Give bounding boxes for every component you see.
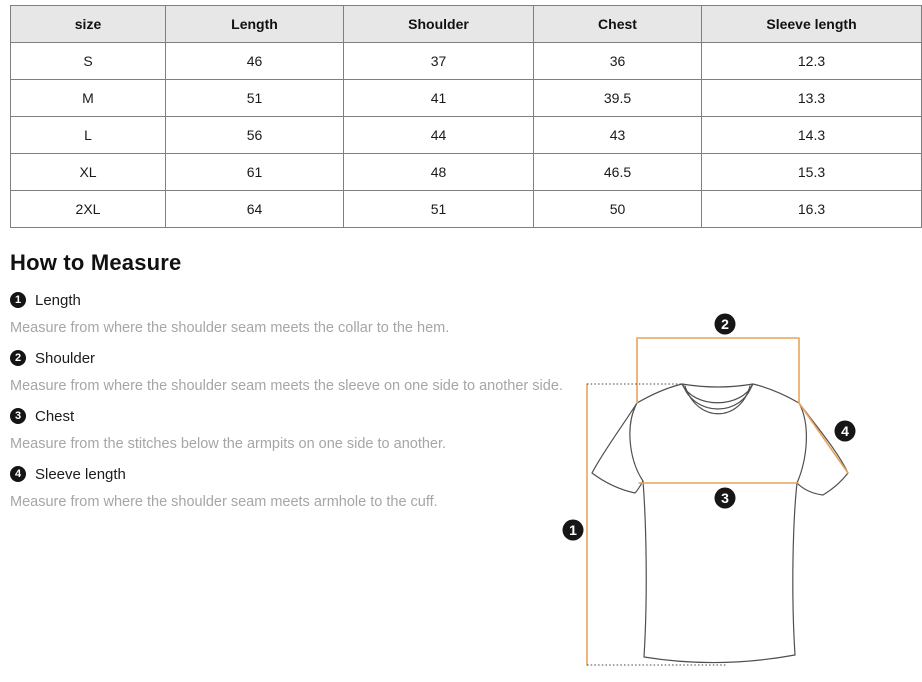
measure-description: Measure from the stitches below the armpits on one side to another. [10, 436, 447, 452]
table-cell: L [11, 117, 166, 154]
step-4-badge-icon: 4 [10, 466, 26, 482]
badge-4-icon [835, 421, 856, 442]
table-cell: 64 [166, 191, 344, 228]
table-cell: 36 [534, 43, 702, 80]
table-row-l [11, 117, 922, 154]
tshirt-measurement-diagram [555, 300, 922, 682]
table-cell: 37 [344, 43, 534, 80]
table-cell: 61 [166, 154, 344, 191]
size-chart-table [10, 5, 922, 228]
table-cell: 13.3 [702, 80, 922, 117]
step-2-badge-icon: 2 [10, 350, 26, 366]
table-cell: M [11, 80, 166, 117]
measure-item-shoulder [10, 349, 610, 396]
col-header-size: size [11, 6, 166, 43]
badge-3-icon [715, 488, 736, 509]
badge-2-icon [715, 314, 736, 335]
measure-description: Measure from where the shoulder seam meets the sleeve on one side to another side. [10, 378, 563, 394]
table-cell: 14.3 [702, 117, 922, 154]
table-cell: 15.3 [702, 154, 922, 191]
table-header-row [11, 6, 922, 43]
step-3-badge-icon: 3 [10, 408, 26, 424]
measure-description: Measure from where the shoulder seam meets armhole to the cuff. [10, 494, 438, 510]
table-cell: 39.5 [534, 80, 702, 117]
table-cell: 46 [166, 43, 344, 80]
table-cell: 48 [344, 154, 534, 191]
table-cell: 2XL [11, 191, 166, 228]
svg-text:4: 4 [841, 423, 849, 439]
table-cell: 56 [166, 117, 344, 154]
measure-label: Sleeve length [35, 465, 126, 483]
table-row-m [11, 80, 922, 117]
table-cell: 50 [534, 191, 702, 228]
table-cell: 41 [344, 80, 534, 117]
col-header-shoulder: Shoulder [344, 6, 534, 43]
tshirt-outline [592, 384, 848, 663]
col-header-length: Length [166, 6, 344, 43]
measure-label: Shoulder [35, 349, 96, 367]
measure-label: Length [35, 291, 81, 309]
svg-text:1: 1 [569, 522, 577, 538]
table-row-s [11, 43, 922, 80]
col-header-chest: Chest [534, 6, 702, 43]
svg-text:2: 2 [721, 316, 729, 332]
measure-description: Measure from where the shoulder seam meets the collar to the hem. [10, 320, 450, 336]
badge-1-icon [563, 520, 584, 541]
table-cell: 43 [534, 117, 702, 154]
table-cell: 44 [344, 117, 534, 154]
table-row-2xl [11, 191, 922, 228]
how-to-measure-title: How to Measure [10, 250, 182, 275]
table-row-xl [11, 154, 922, 191]
measure-item-chest [10, 407, 610, 454]
table-cell: 46.5 [534, 154, 702, 191]
col-header-sleeve-length: Sleeve length [702, 6, 922, 43]
measure-item-sleeve-length [10, 465, 610, 512]
table-cell: 51 [344, 191, 534, 228]
table-cell: 51 [166, 80, 344, 117]
table-cell: 12.3 [702, 43, 922, 80]
measure-item-length [10, 291, 610, 338]
table-cell: XL [11, 154, 166, 191]
measure-list [10, 291, 610, 523]
svg-text:3: 3 [721, 490, 729, 506]
measure-label: Chest [35, 407, 75, 425]
step-1-badge-icon: 1 [10, 292, 26, 308]
table-cell: 16.3 [702, 191, 922, 228]
table-cell: S [11, 43, 166, 80]
